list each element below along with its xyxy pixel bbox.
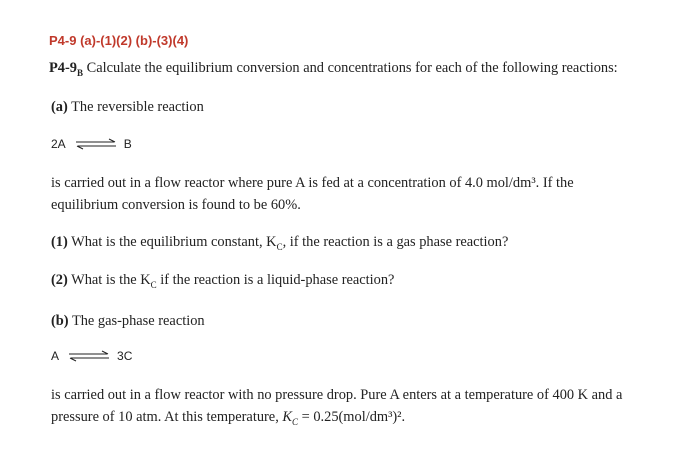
reaction-equation-b: [51, 349, 132, 363]
question-2-pre: What is the K: [71, 272, 151, 288]
question-1: [51, 231, 508, 258]
problem-header: P4-9 (a)-(1)(2) (b)-(3)(4): [49, 33, 189, 48]
part-a-label: (a): [51, 99, 68, 115]
problem-intro: Calculate the equilibrium conversion and concentrations for each of the following reactions:: [86, 60, 618, 76]
part-b-desc-line2-pre: pressure of 10 atm. At this temperature,: [51, 409, 283, 425]
part-a-title-text: The reversible reaction: [71, 99, 204, 115]
equation-a-product: B: [123, 137, 132, 151]
part-b-desc-line2-post: = 0.25(mol/dm³)².: [298, 409, 406, 425]
question-1-pre: What is the equilibrium constant, K: [71, 234, 277, 250]
question-2: [51, 269, 394, 296]
part-b-desc-line2: [51, 406, 405, 433]
reversible-arrow-icon: [67, 350, 111, 362]
problem-statement: [49, 57, 618, 84]
part-b-desc-line1: is carried out in a flow reactor with no pressure drop. Pure A enters at a temperature of 400 K and a: [51, 387, 623, 403]
equation-b-reactant: A: [51, 349, 60, 363]
reaction-equation-a: [51, 137, 132, 151]
equation-a-reactant: 2A: [51, 137, 66, 151]
question-2-post: if the reaction is a liquid-phase reaction?: [156, 272, 395, 288]
part-a-desc-line1: is carried out in a flow reactor where pure A is fed at a concentration of 4.0 mol/dm³. If the: [51, 175, 574, 191]
equation-b-product: 3C: [117, 349, 133, 363]
question-1-number: (1): [51, 234, 68, 250]
question-1-sub: C: [276, 241, 283, 252]
reversible-arrow-icon: [74, 138, 118, 150]
part-b-title-text: The gas-phase reaction: [71, 313, 205, 329]
part-b-label: (b): [51, 313, 69, 329]
part-b-title: [51, 310, 205, 332]
part-a-title: [51, 96, 204, 118]
question-2-number: (2): [51, 272, 68, 288]
problem-number-sub: B: [76, 67, 83, 78]
question-1-post: , if the reaction is a gas phase reaction?: [282, 234, 509, 250]
part-a-desc-line2: equilibrium conversion is found to be 60%.: [51, 197, 301, 213]
question-2-sub: C: [150, 279, 157, 290]
part-b-desc-line2-sub: C: [292, 416, 299, 427]
part-b-desc-line2-k: K: [282, 409, 292, 425]
problem-number: P4-9: [49, 60, 77, 76]
